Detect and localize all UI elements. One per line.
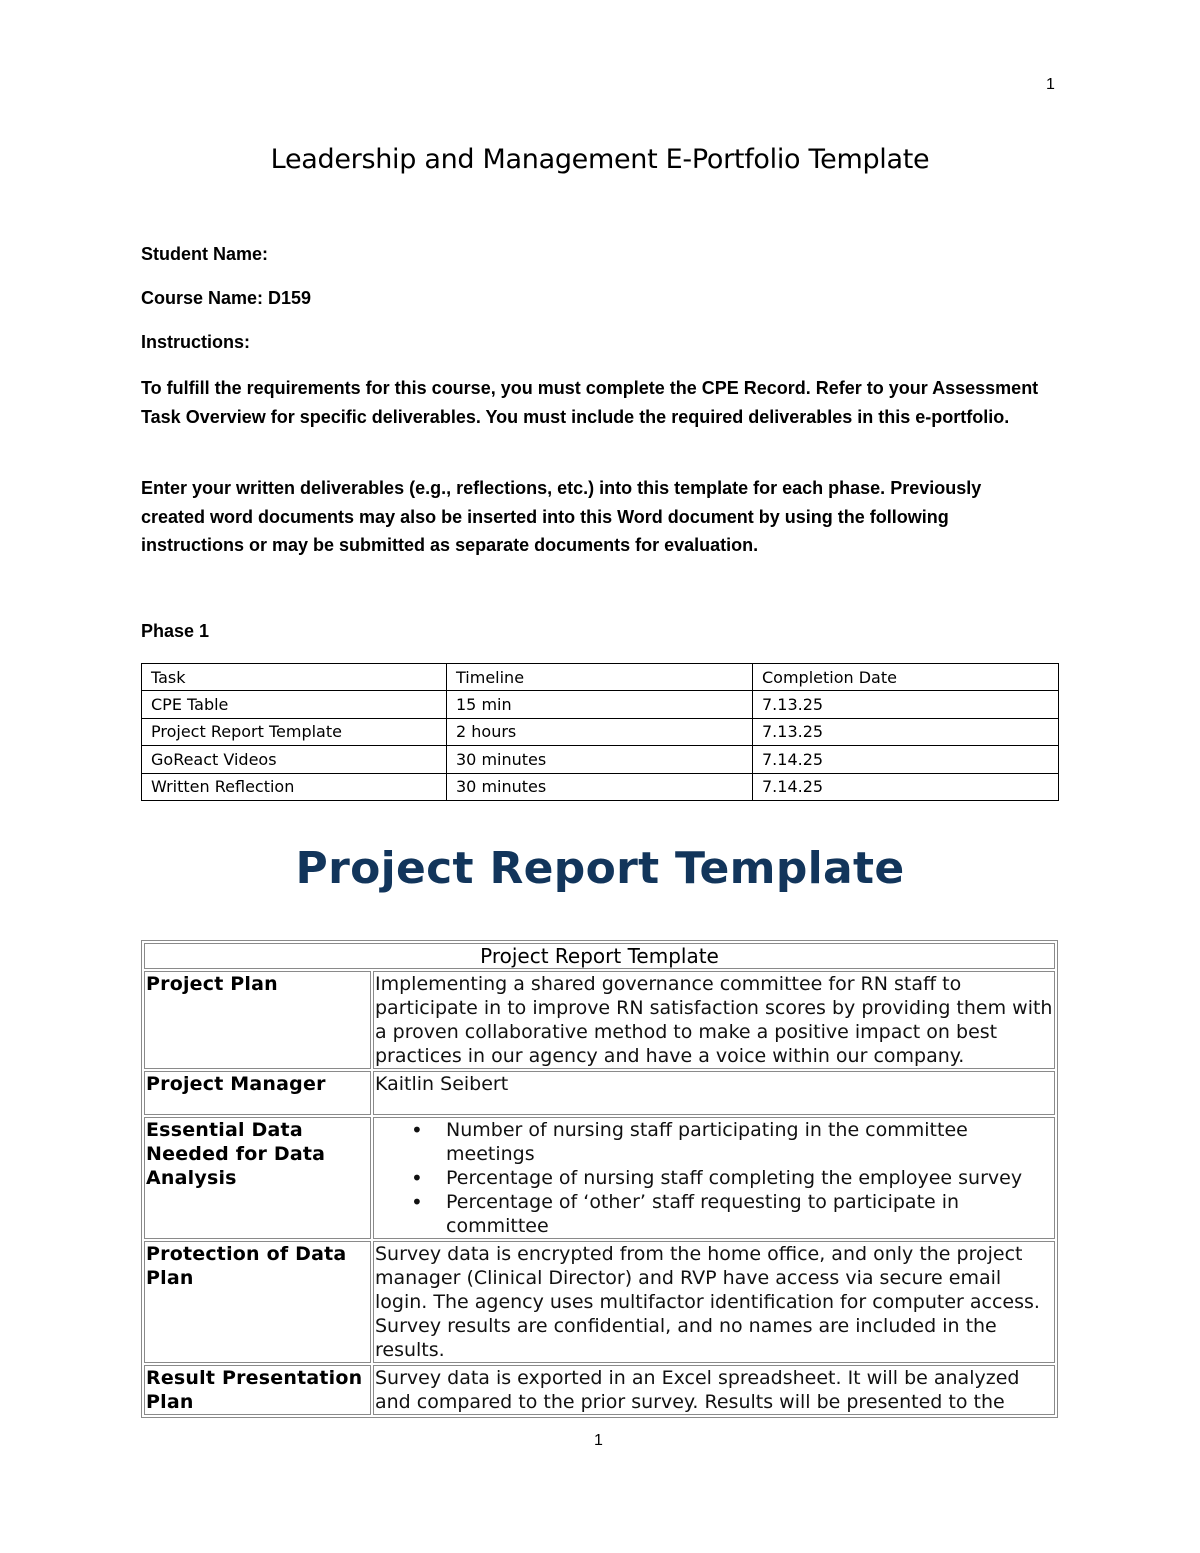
timeline-cell: 15 min xyxy=(447,691,753,718)
report-caption-row xyxy=(144,943,1055,969)
table-header-cell: Timeline xyxy=(447,664,753,691)
task-cell: CPE Table xyxy=(142,691,447,718)
result-presentation-value: Survey data is exported in an Excel spreadsheet. It will be analyzed and compared to the prior survey. Results will be presented to the xyxy=(373,1365,1055,1415)
phase-table xyxy=(141,663,1059,801)
instructions-label: Instructions: xyxy=(141,332,251,352)
table-header-row xyxy=(142,664,1059,691)
completion-date-cell: 7.13.25 xyxy=(753,691,1059,718)
project-plan-label: Project Plan xyxy=(144,971,371,1069)
completion-date-cell: 7.14.25 xyxy=(753,773,1059,800)
task-cell: GoReact Videos xyxy=(142,746,447,773)
list-item xyxy=(411,1118,1054,1166)
result-presentation-label: Result Presentation Plan xyxy=(144,1365,371,1415)
completion-date-cell: 7.13.25 xyxy=(753,718,1059,745)
table-header-cell: Task xyxy=(142,664,447,691)
essential-data-label: Essential Data Needed for Data Analysis xyxy=(144,1117,371,1239)
bullet-icon: • xyxy=(411,1190,423,1214)
table-header-cell: Completion Date xyxy=(753,664,1059,691)
task-cell: Project Report Template xyxy=(142,718,447,745)
document-title: Leadership and Management E-Portfolio Template xyxy=(270,144,930,175)
table-row xyxy=(142,691,1059,718)
course-name-label: Course Name: D159 xyxy=(141,288,312,308)
table-row xyxy=(142,773,1059,800)
list-item-text: Percentage of nursing staff completing the employee survey xyxy=(446,1167,1023,1189)
phase-label: Phase 1 xyxy=(141,621,210,641)
essential-data-list xyxy=(375,1118,1054,1238)
page-number-top: 1 xyxy=(1046,76,1055,93)
bullet-icon: • xyxy=(411,1118,423,1142)
bullet-icon: • xyxy=(411,1166,423,1190)
list-item-text: Percentage of ‘other’ staff requesting to participate in committee xyxy=(446,1191,960,1237)
project-plan-value: Implementing a shared governance committee for RN staff to participate in to improve RN satisfaction scores by providing them with a proven collaborative method to make a positive impact on best practices in our agency and have a voice within our company. xyxy=(373,971,1055,1069)
list-item-text: Number of nursing staff participating in the committee meetings xyxy=(446,1119,968,1165)
report-table-caption: Project Report Template xyxy=(144,943,1055,969)
project-manager-value: Kaitlin Seibert xyxy=(373,1071,1055,1115)
protection-of-data-label: Protection of Data Plan xyxy=(144,1241,371,1363)
project-report-table xyxy=(141,940,1058,1418)
project-manager-label: Project Manager xyxy=(144,1071,371,1115)
table-row xyxy=(144,1365,1055,1415)
essential-data-value xyxy=(373,1117,1055,1239)
table-row xyxy=(144,1241,1055,1363)
table-row xyxy=(144,1071,1055,1115)
task-cell: Written Reflection xyxy=(142,773,447,800)
student-name-label: Student Name: xyxy=(141,244,269,264)
table-row xyxy=(144,971,1055,1069)
page-number-bottom: 1 xyxy=(594,1432,603,1449)
table-row xyxy=(144,1117,1055,1239)
completion-date-cell: 7.14.25 xyxy=(753,746,1059,773)
report-heading: Project Report Template xyxy=(295,843,905,894)
timeline-cell: 30 minutes xyxy=(447,746,753,773)
instructions-paragraph-2: Enter your written deliverables (e.g., reflections, etc.) into this template for each phase. Previously created word documents may also be inserted into this Word document by using the following instructions or may be submitted as separate documents for evaluation. xyxy=(141,478,982,555)
timeline-cell: 2 hours xyxy=(447,718,753,745)
table-row xyxy=(142,746,1059,773)
list-item xyxy=(411,1190,1054,1238)
table-row xyxy=(142,718,1059,745)
protection-of-data-value: Survey data is encrypted from the home office, and only the project manager (Clinical Director) and RVP have access via secure email login. The agency uses multifactor identification for computer access. Survey results are confidential, and no names are included in the results. xyxy=(373,1241,1055,1363)
timeline-cell: 30 minutes xyxy=(447,773,753,800)
instructions-paragraph-1: To fulfill the requirements for this course, you must complete the CPE Record. Refer to your Assessment Task Overview for specific deliverables. You must include the required deliverables in this e-portfolio. xyxy=(141,378,1039,427)
list-item xyxy=(411,1166,1054,1190)
